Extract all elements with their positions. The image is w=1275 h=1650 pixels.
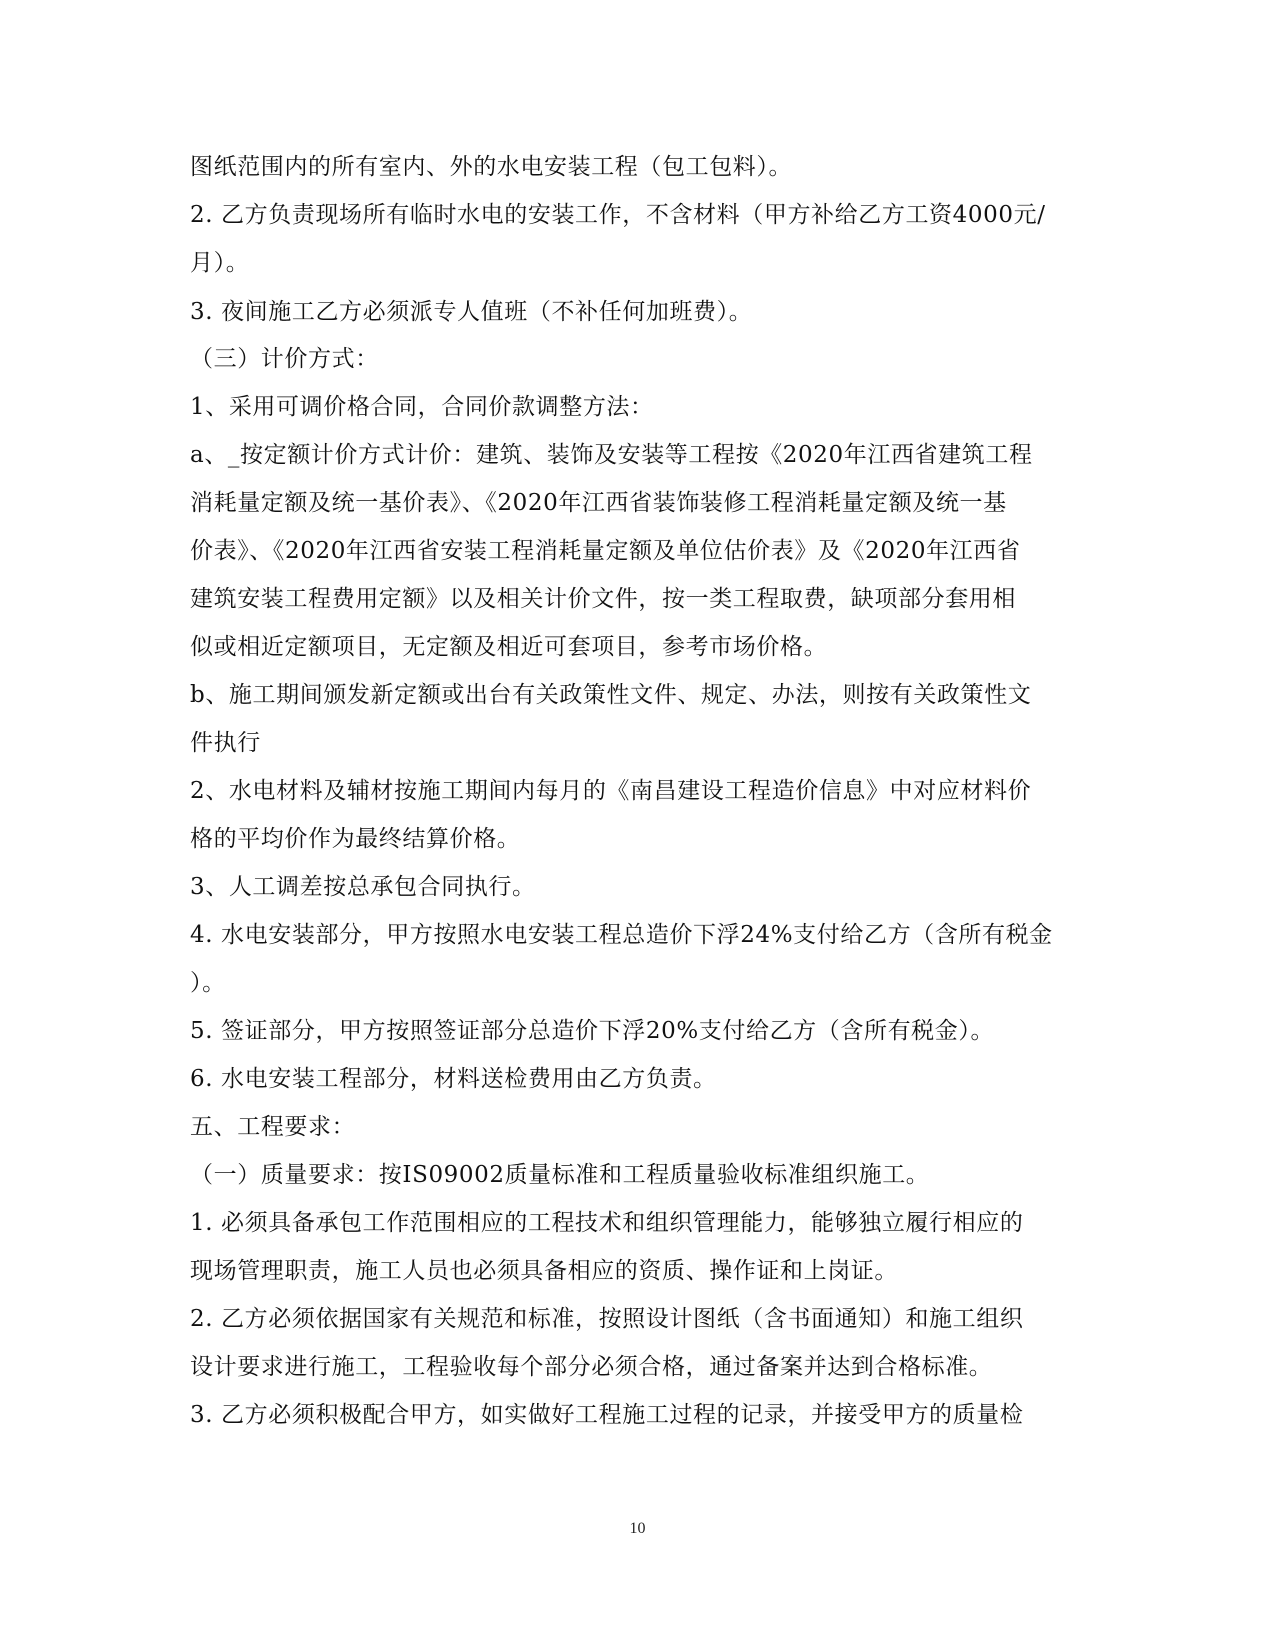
text-line: 1、采用可调价格合同，合同价款调整方法： <box>190 394 654 420</box>
text-line: 建筑安装工程费用定额》以及相关计价文件，按一类工程取费，缺项部分套用相 <box>190 586 1016 612</box>
text-line: 5. 签证部分，甲方按照签证部分总造价下浮20%支付给乙方（含所有税金）。 <box>190 1018 995 1044</box>
text-line: 6. 水电安装工程部分，材料送检费用由乙方负责。 <box>190 1066 717 1092</box>
text-line: 1. 必须具备承包工作范围相应的工程技术和组织管理能力，能够独立履行相应的 <box>190 1210 1024 1236</box>
text-line: 2、水电材料及辅材按施工期间内每月的《南昌建设工程造价信息》中对应材料价 <box>190 778 1032 804</box>
text-line: a、_按定额计价方式计价：建筑、装饰及安装等工程按《2020年江西省建筑工程 <box>190 442 1033 468</box>
text-line: 2. 乙方必须依据国家有关规范和标准，按照设计图纸（含书面通知）和施工组织 <box>190 1306 1024 1332</box>
text-line: 件执行 <box>190 730 261 756</box>
section-heading: （三）计价方式： <box>190 346 379 372</box>
text-line: 消耗量定额及统一基价表》、《2020年江西省装饰装修工程消耗量定额及统一基 <box>190 490 1007 516</box>
text-line: 3. 夜间施工乙方必须派专人值班（不补任何加班费）。 <box>190 299 753 325</box>
section-heading: 五、工程要求： <box>190 1114 356 1140</box>
text-line: 图纸范围内的所有室内、外的水电安装工程（包工包料）。 <box>190 154 793 180</box>
section-heading: （一）质量要求：按IS09002质量标准和工程质量验收标准组织施工。 <box>190 1162 930 1188</box>
text-line: b、施工期间颁发新定额或出台有关政策性文件、规定、办法，则按有关政策性文 <box>190 682 1032 708</box>
text-line: 月）。 <box>190 250 250 276</box>
text-line: 设计要求进行施工，工程验收每个部分必须合格，通过备案并达到合格标准。 <box>190 1354 993 1380</box>
text-line: 格的平均价作为最终结算价格。 <box>190 826 521 852</box>
text-line: 似或相近定额项目，无定额及相近可套项目，参考市场价格。 <box>190 634 828 660</box>
text-line: 价表》、《2020年江西省安装工程消耗量定额及单位估价表》及《2020年江西省 <box>190 538 1021 564</box>
page-number: 10 <box>629 1520 646 1537</box>
text-line: 4. 水电安装部分，甲方按照水电安装工程总造价下浮24%支付给乙方（含所有税金 <box>190 922 1053 948</box>
text-line: 2. 乙方负责现场所有临时水电的安装工作，不含材料（甲方补给乙方工资4000元/ <box>190 202 1046 228</box>
text-line: 现场管理职责，施工人员也必须具备相应的资质、操作证和上岗证。 <box>190 1258 898 1284</box>
text-line: 3、人工调差按总承包合同执行。 <box>190 874 536 900</box>
text-line: 3. 乙方必须积极配合甲方，如实做好工程施工过程的记录，并接受甲方的质量检 <box>190 1402 1024 1428</box>
text-line: ）。 <box>190 970 226 996</box>
